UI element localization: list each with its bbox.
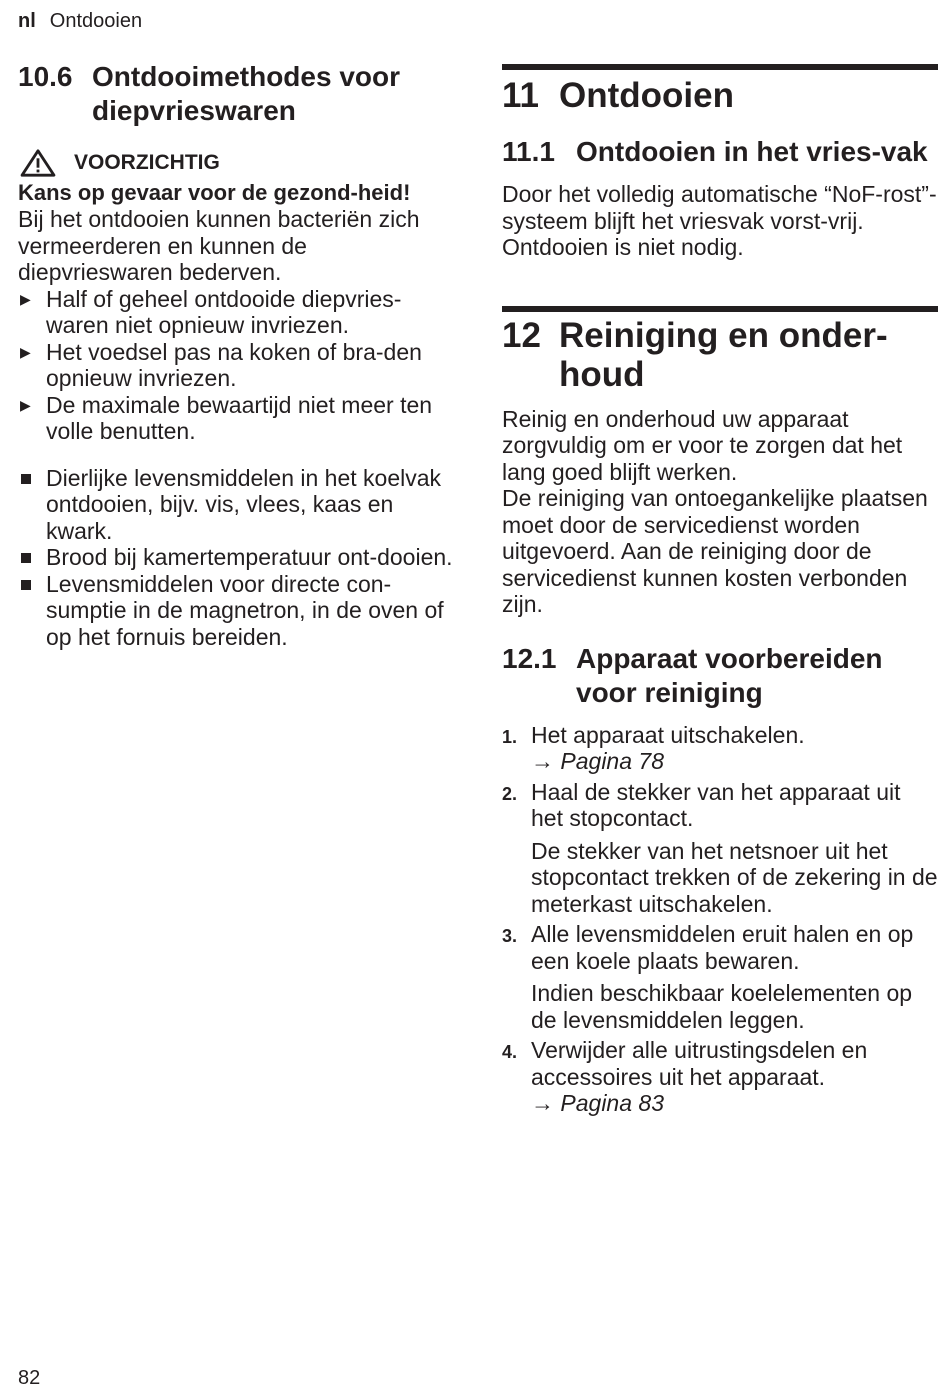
left-column (18, 60, 458, 650)
right-column (502, 64, 938, 1117)
section-heading-12-1 (502, 642, 938, 710)
step-item (502, 1037, 938, 1117)
chapter-number: 12 (502, 315, 541, 355)
list-item: Brood bij kamertemperatuur ont-dooien. (18, 544, 458, 571)
chapter-number: 11 (502, 76, 539, 115)
chapter-name: Ontdooien (49, 10, 143, 32)
step-item (502, 779, 938, 918)
warning-instructions (18, 286, 458, 445)
warning-triangle-icon (18, 148, 58, 178)
section-heading-11-1 (502, 135, 938, 169)
section-title: Ontdooimethodes voor diepvrieswaren (92, 61, 400, 126)
cleaning-intro: Reinig en onderhoud uw apparaat zorgvuldig om er voor te zorgen dat het lang goed blijft werken. (502, 405, 903, 485)
step-note: Indien beschikbaar koelelementen op de levensmiddelen leggen. (531, 980, 913, 1033)
square-bullet-icon (21, 553, 31, 563)
step-text: Het apparaat uitschakelen. (531, 721, 805, 748)
chapter-title: Reiniging en onder-houd (559, 315, 888, 394)
list-item: ▶ De maximale bewaartijd niet meer ten volle benutten. (20, 391, 433, 444)
section-title: Ontdooien in het vries-vak (576, 136, 928, 167)
thawing-methods-list (18, 465, 458, 651)
chapter-heading-11 (502, 76, 938, 115)
step-number: 1. (502, 726, 518, 747)
section-number: 11.1 (502, 136, 555, 167)
step-note: De stekker van het netsnoer uit het stopcontact trekken of de zekering in de meterkast uitschakelen. (531, 837, 938, 917)
page-reference-link[interactable]: → Pagina 83 (531, 1090, 664, 1116)
warning-hazard: Kans op gevaar voor de gezond-heid! (18, 180, 411, 205)
warning-label: VOORZICHTIG (74, 151, 220, 174)
warning-text: Bij het ontdooien kunnen bacteriën zich vermeerderen en kunnen de diepvrieswaren bederven. (18, 206, 420, 285)
warning-header (18, 148, 458, 178)
section-title: Apparaat voorbereiden voor reiniging (576, 642, 883, 708)
step-text: Verwijder alle uitrustingsdelen en accessoires uit het apparaat. (531, 1037, 868, 1090)
arrow-bullet-icon: ▶ (20, 343, 31, 360)
step-item (502, 921, 938, 1033)
arrow-bullet-icon: ▶ (20, 396, 31, 413)
list-item: ▶ Half of geheel ontdooide diepvries-waren niet opnieuw invriezen. (20, 285, 402, 338)
preparation-steps (502, 722, 938, 1117)
list-item: ▶ Het voedsel pas na koken of bra-den opnieuw invriezen. (20, 338, 422, 391)
step-item (502, 722, 938, 775)
chapter-heading-12 (502, 316, 938, 394)
step-number: 3. (502, 926, 518, 946)
cleaning-service-text: De reiniging van ontoegankelijke plaatsen moet door de servicedienst worden uitgevoerd. Aan de reiniging door de servicedienst kunnen kosten verbonden zijn. (502, 485, 928, 617)
chapter-title: Ontdooien (559, 76, 734, 115)
chapter-rule (502, 64, 938, 70)
step-number: 2. (502, 783, 518, 804)
square-bullet-icon (21, 474, 31, 484)
chapter-rule (502, 306, 938, 312)
page-number: 82 (18, 1367, 41, 1389)
step-text: Alle levensmiddelen eruit halen en op een koele plaats bewaren. (531, 921, 914, 974)
square-bullet-icon (21, 580, 31, 590)
nofrost-text: Door het volledig automatische “NoF-rost”-systeem blijft het vriesvak vorst-vrij. Ontdooien is niet nodig. (502, 181, 937, 260)
language-code: nl (18, 10, 36, 32)
list-item: Dierlijke levensmiddelen in het koelvak ontdooien, bijv. vis, vlees, kaas en kwark. (18, 465, 458, 545)
list-item: Levensmiddelen voor directe con-sumptie in de magnetron, in de oven of op het fornuis bereiden. (18, 571, 458, 651)
step-number: 4. (502, 1042, 518, 1062)
section-heading-10-6 (18, 60, 458, 128)
section-number: 10.6 (18, 61, 73, 92)
section-number: 12.1 (502, 642, 557, 674)
page-reference-link[interactable]: → Pagina 78 (531, 748, 664, 774)
page-header (18, 9, 142, 33)
step-text: Haal de stekker van het apparaat uit het stopcontact. (531, 778, 901, 831)
warning-box (18, 148, 458, 445)
arrow-bullet-icon: ▶ (20, 290, 31, 307)
